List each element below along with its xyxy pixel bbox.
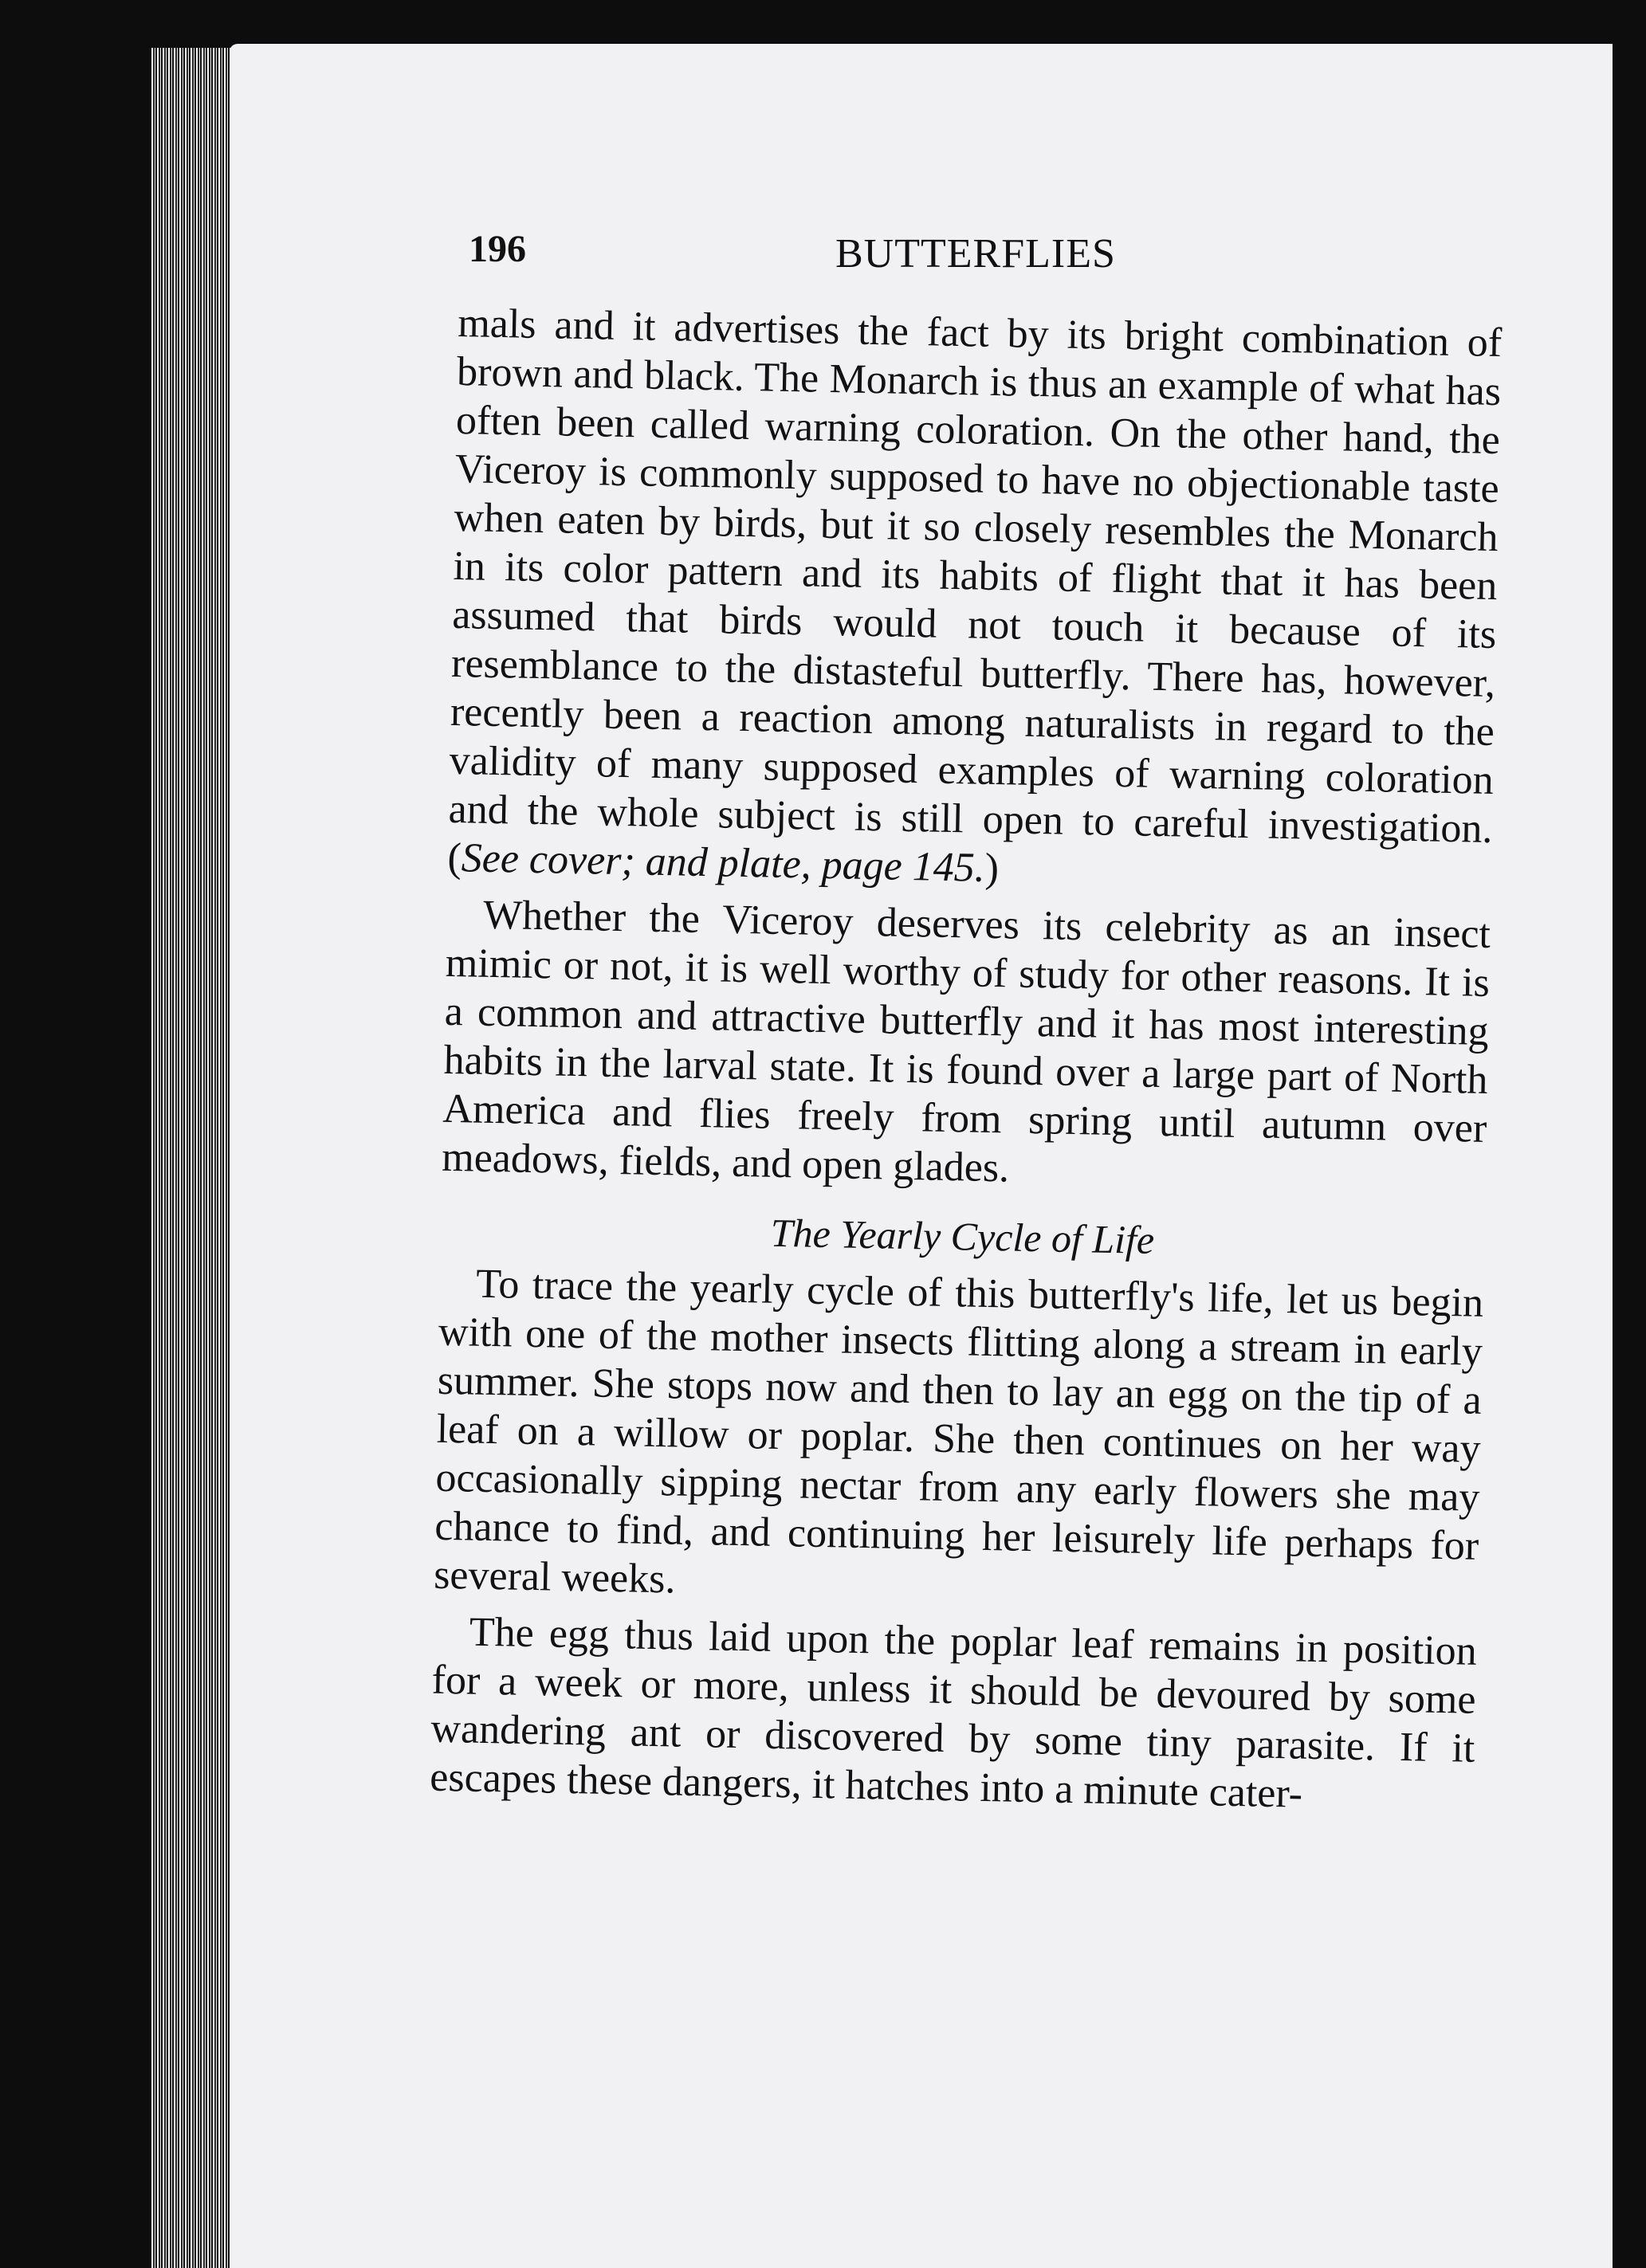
plate-reference: See cover; and plate, page 145. [461,835,986,891]
running-head: BUTTERFLIES [835,231,1116,277]
page-header [469,227,1441,283]
paragraph-1-text: mals and it advertises the fact by its bright combination of brown and black. The Monarch is thus an example of what has often been called warning coloration. On the other hand, the Viceroy is commonly supposed to have no objectionable taste when eaten by birds, but it so closely resembles the Monarch in its color pattern and its habits of flight that it has been assumed that birds would not touch it because of its resemblance to the distasteful butterfly. There has, however, recently been a reaction among naturalists in regard to the validity of many supposed examples of warning coloration and the whole subject is still open to careful investigation. ( [446,300,1503,881]
paragraph-3: To trace the yearly cycle of this butterfly's life, let us begin with one of the mother insects flitting along a stream in early summer. She stops now and then to lay an egg on the tip of a leaf on a willow or poplar. She then continues on her way occasionally sipping nectar from any early flowers she may chance to find, and continuing her leisurely life perhaps for several weeks. [433,1261,1484,1603]
scan-border [1614,48,1646,2268]
paragraph-1 [447,299,1503,902]
paragraph-1-close: ) [984,845,1000,892]
body-text [430,299,1503,1822]
paragraph-2: Whether the Viceroy deserves its celebrity as an insect mimic or not, it is well worthy of study for other reasons. It is a common and attractive butterfly and it has most interesting habits in the larval state. It is found over a large part of North America and flies freely from spring until autumn over meadows, fields, and open glades. [441,892,1491,1191]
paragraph-4: The egg thus laid upon the poplar leaf remains in position for a week or more, unless it should be devoured by some wandering ant or discovered by some tiny parasite. If it escapes these dangers, it hatches into a minute cater- [429,1609,1478,1817]
section-heading: The Yearly Cycle of Life [770,1210,1155,1262]
book-page-edges [151,48,231,2268]
page-number: 196 [469,228,526,270]
